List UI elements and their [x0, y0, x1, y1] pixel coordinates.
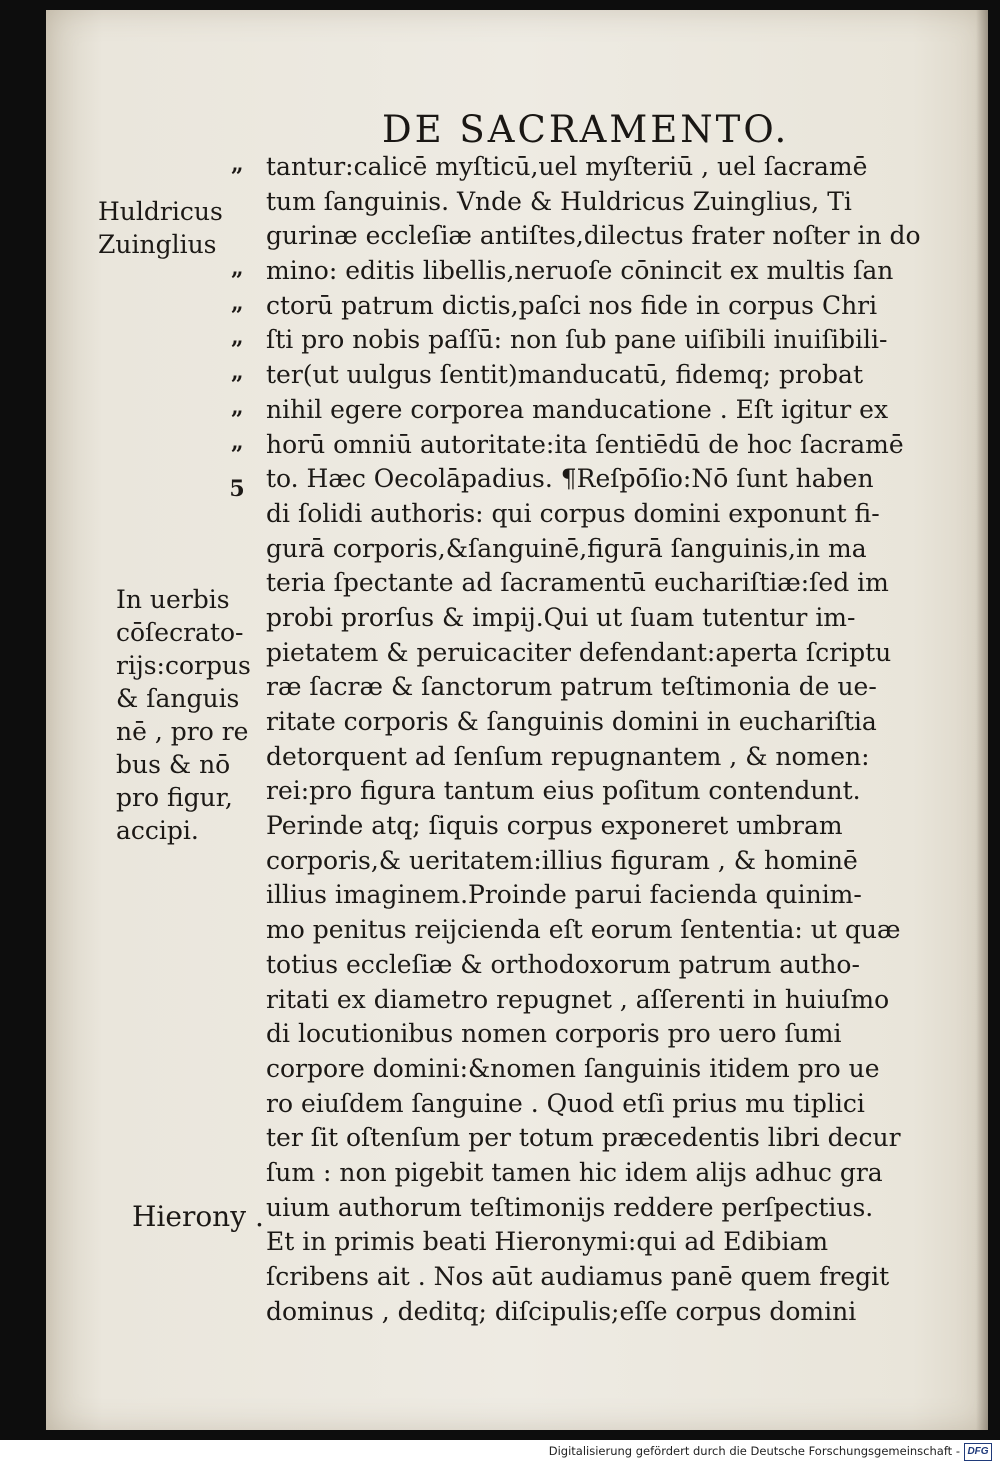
quote-mark: ” [230, 268, 244, 295]
text-line: ſcribens ait . Nos aūt audiamus panē quem fregit [266, 1262, 890, 1291]
text-line: ter ſit oſtenſum per totum præcedentis libri decur [266, 1123, 901, 1153]
text-line: ctorū patrum dictis,paſci nos fide in corpus Chri [266, 290, 878, 320]
margin-note-line: In uerbis [116, 585, 230, 614]
margin-note-line: nē , pro re [116, 717, 249, 746]
margin-note-line: bus & nō [116, 750, 231, 779]
text-line: tantur:calicē myſticū,uel myſteriū , uel ſacramē [266, 152, 868, 181]
text-line: ſti pro nobis paſſū: non ſub pane uiſibili inuiſibili- [266, 325, 888, 355]
text-line: ritati ex diametro repugnet , aſſerenti in huiuſmo [266, 984, 890, 1014]
dfg-logo: DFG [964, 1443, 992, 1461]
margin-note-line: Zuinglius [98, 230, 217, 259]
text-line: pietatem & peruicaciter defendant:aperta ſcriptu [266, 637, 892, 667]
margin-note-line: Huldricus [98, 197, 223, 226]
margin-note-verba [116, 583, 286, 847]
text-line: nihil egere corporea manducatione . Eſt igitur ex [266, 394, 889, 424]
margin-note-line: & ſanguis [116, 684, 240, 713]
quote-mark: ” [230, 337, 244, 364]
text-line: gurā corporis,&ſanguinē,figurā ſanguinis,in ma [266, 533, 867, 563]
text-line: gurinæ eccleſiæ antiſtes,dilectus frater noſter in do [266, 221, 921, 251]
text-line: ter(ut uulgus ſentit)manducatū, fidemq; probat [266, 360, 863, 390]
text-line: detorquent ad ſenſum repugnantem , & nomen: [266, 741, 870, 771]
text-line: mino: editis libellis,neruoſe cōnincit ex multis ſan [266, 256, 894, 286]
text-line: tum ſanguinis. Vnde & Huldricus Zuinglius, Ti [266, 186, 852, 216]
digitization-credit: Digitalisierung gefördert durch die Deutsche Forschungsgemeinschaft - [548, 1444, 960, 1458]
quote-mark: ” [230, 406, 244, 433]
quote-mark: ” [230, 372, 244, 399]
text-line: ſum : non pigebit tamen hic idem alijs adhuc gra [266, 1157, 883, 1187]
text-line: ræ ſacræ & ſanctorum patrum teſtimonia de ue- [266, 672, 877, 702]
text-line: probi prorſus & impij.Qui ut ſuam tutentur im- [266, 602, 856, 632]
text-line: uium authorum teſtimonijs reddere perſpectius. [266, 1192, 874, 1222]
text-line: Perinde atq; ſiquis corpus exponeret umbram [266, 811, 843, 841]
text-line: to. Hæc Oecolāpadius. ¶Reſpōſio:Nō ſunt haben [266, 464, 874, 494]
quote-mark: 5 [229, 476, 245, 503]
text-line: ritate corporis & ſanguinis domini in euchariſtia [266, 707, 877, 736]
text-line: dominus , deditq; diſcipulis;eſſe corpus domini [266, 1296, 857, 1326]
text-line: totius eccleſiæ & orthodoxorum patrum autho- [266, 949, 860, 979]
text-line: di locutionibus nomen corporis pro uero ſumi [266, 1019, 842, 1049]
margin-note-line: rijs:corpus [116, 651, 251, 680]
margin-note-line: pro figur, [116, 783, 233, 812]
text-line: corpore domini:&nomen ſanguinis itidem pro ue [266, 1053, 880, 1083]
text-line: corporis,& ueritatem:illius figuram , & hominē [266, 845, 858, 875]
text-line: rei:pro figura tantum eius poſitum contendunt. [266, 776, 861, 806]
text-line: ro eiuſdem ſanguine . Quod etſi prius mu tiplici [266, 1088, 865, 1118]
running-head: DE SACRAMENTO. [382, 108, 790, 151]
text-line: illius imaginem.Proinde parui facienda quinim- [266, 880, 862, 910]
text-line: horū omniū autoritate:ita ſentiēdū de hoc ſacramē [266, 429, 904, 459]
text-line: Et in primis beati Hieronymi:qui ad Edibiam [266, 1227, 829, 1257]
text-line: mo penitus reijcienda eſt eorum ſententia: ut quæ [266, 915, 901, 945]
page-edge-shadow [976, 10, 988, 1430]
text-line: teria ſpectante ad ſacramentū euchariſtiæ:ſed im [266, 568, 889, 598]
margin-note-zuinglius [98, 195, 268, 261]
quote-mark: ” [230, 164, 244, 190]
body-text [266, 150, 966, 1329]
margin-note-line: cōſecrato- [116, 618, 244, 647]
footer-bar [0, 1440, 1000, 1464]
margin-note-line: accipi. [116, 816, 199, 845]
quote-mark: ” [230, 302, 244, 329]
text-line: di ſolidi authoris: qui corpus domini exponunt fi- [266, 498, 880, 528]
quote-mark: ” [230, 441, 244, 468]
margin-note-line: Hierony . [132, 1200, 264, 1233]
